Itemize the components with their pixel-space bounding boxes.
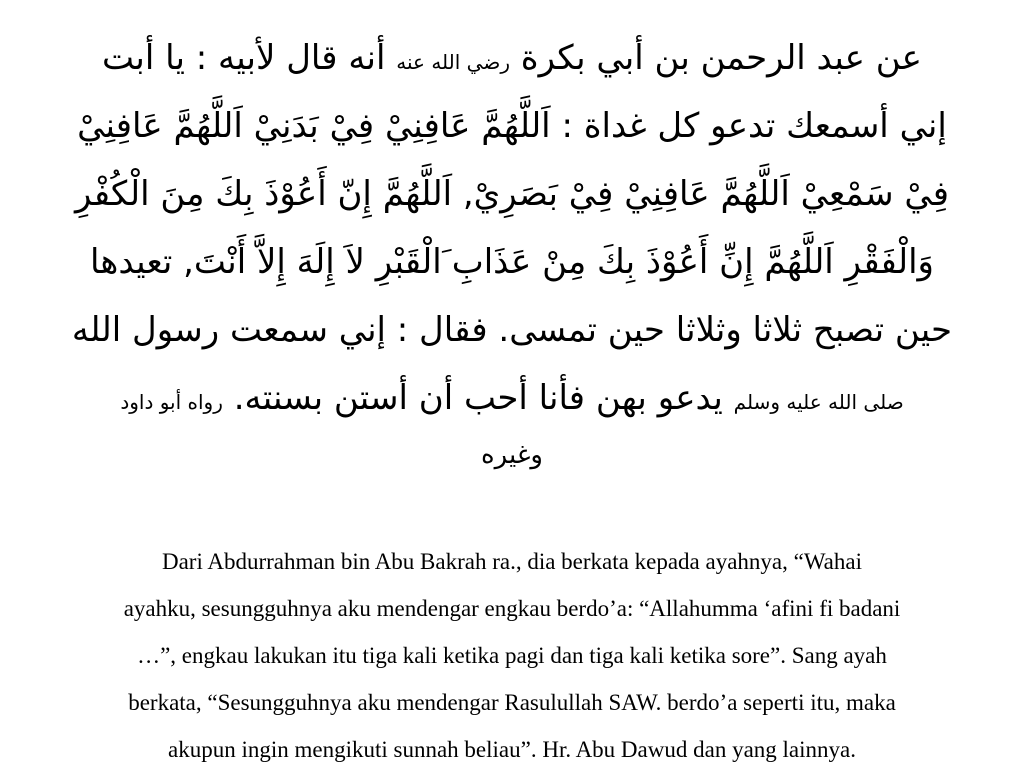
arabic-line-6 [40, 364, 984, 432]
translation-line-4: berkata, “Sesungguhnya aku mendengar Rasulullah SAW. berdo’a seperti itu, maka [128, 690, 896, 715]
arabic-line-6-text: يدعو بهن فأنا أحب أن أستن بسنته. [233, 378, 723, 418]
arabic-honorific-salawat: صلى الله عليه وسلم [733, 390, 904, 414]
translation-line-5: akupun ingin mengikuti sunnah beliau”. Hr. Abu Dawud dan yang lainnya. [168, 737, 856, 762]
translation-line-2: ayahku, sesungguhnya aku mendengar engkau berdo’a: “Allahumma ‘afini fi badani [123, 596, 901, 621]
translation-line-3: …”, engkau lakukan itu tiga kali ketika pagi dan tiga kali ketika sore”. Sang ayah [137, 643, 887, 668]
arabic-line-5: حين تصبح ثلاثا وثلاثا حين تمسى. فقال : إني سمعت رسول الله [71, 310, 953, 350]
arabic-line-4: وَالْفَقْرِ اَللَّهُمَّ إِنِّ أَعُوْذَ بِكَ مِنْ عَذَابِ َالْقَبْرِ لاَ إِلَهَ إِلاَّ أَنْتَ, تعيدها [90, 242, 934, 282]
arabic-source: رواه أبو داود [120, 390, 223, 414]
arabic-quote-start: أنه قال لأبيه : يا أبت [102, 38, 386, 78]
translation-line-1: Dari Abdurrahman bin Abu Bakrah ra., dia berkata kepada ayahnya, “Wahai [161, 549, 862, 574]
arabic-narrator: عن عبد الرحمن بن أبي بكرة [520, 38, 922, 78]
arabic-line-3: فِيْ سَمْعِيْ اَللَّهُمَّ عَافِنِيْ فِيْ بَصَرِيْ, اَللَّهُمَّ إِنّ أَعُوْذَ بِكَ مِنَ الْكُفْرِ [75, 174, 949, 214]
indonesian-translation [44, 538, 980, 773]
arabic-honorific-radhiyallahu: رضي الله عنه [396, 50, 510, 74]
arabic-hadith-text [40, 24, 984, 478]
arabic-line-1 [40, 24, 984, 92]
arabic-line-7: وغيره [481, 440, 543, 470]
arabic-line-2: إني أسمعك تدعو كل غداة : اَللَّهُمَّ عَافِنِيْ فِيْ بَدَنِيْ اَللَّهُمَّ عَافِنِيْ [77, 106, 947, 146]
